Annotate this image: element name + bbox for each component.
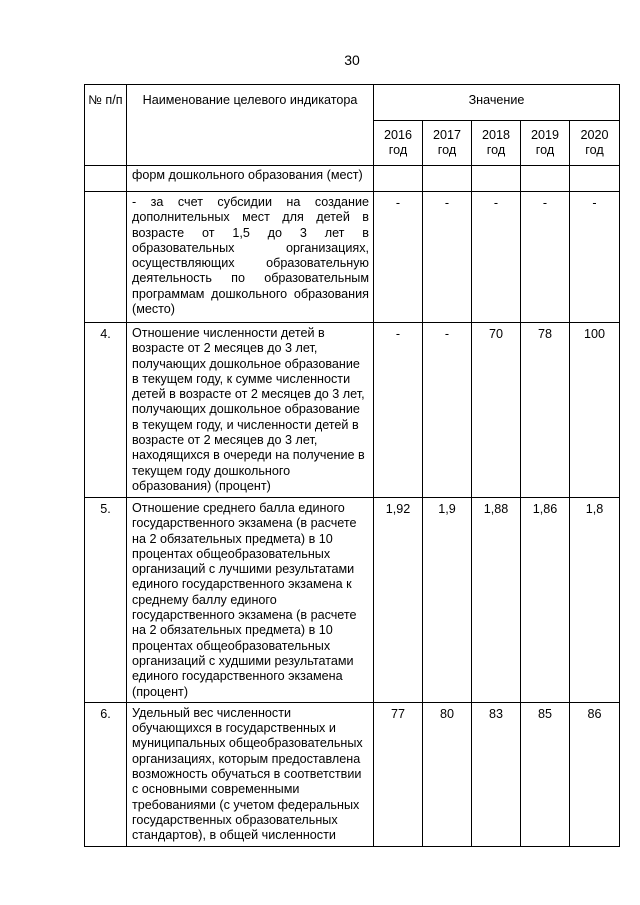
value-2019: - bbox=[521, 192, 570, 323]
indicator-name: - за счет субсидии на создание дополнительных мест для детей в возрасте от 1,5 до 3 лет в образовательных организациях, осуществляющих образовательную деятельность по образовательным программам дошкольного образования (место) bbox=[127, 192, 374, 323]
header-year-2019: 2019 год bbox=[521, 121, 570, 166]
row-number: 5. bbox=[85, 498, 127, 703]
header-row bbox=[85, 85, 620, 121]
header-year-2018: 2018 год bbox=[472, 121, 521, 166]
indicator-name: Удельный вес численности обучающихся в государственных и муниципальных общеобразовательных организациях, которым предоставлена возможность обучаться в соответствии с основными современными требованиями (с учетом федеральных государственных образовательных стандартов), в общей численности bbox=[127, 702, 374, 846]
row-number: 6. bbox=[85, 702, 127, 846]
indicator-name: форм дошкольного образования (мест) bbox=[127, 166, 374, 192]
value-2019: 85 bbox=[521, 702, 570, 846]
table-row bbox=[85, 192, 620, 323]
row-number: 4. bbox=[85, 323, 127, 498]
header-number: № п/п bbox=[85, 85, 127, 166]
header-year-2016: 2016 год bbox=[374, 121, 423, 166]
value-2019: 78 bbox=[521, 323, 570, 498]
value-2020: 86 bbox=[570, 702, 620, 846]
value-2017 bbox=[423, 166, 472, 192]
value-2017: 80 bbox=[423, 702, 472, 846]
table-row bbox=[85, 166, 620, 192]
header-value: Значение bbox=[374, 85, 620, 121]
value-2016: - bbox=[374, 323, 423, 498]
value-2018: 1,88 bbox=[472, 498, 521, 703]
value-2017: 1,9 bbox=[423, 498, 472, 703]
value-2018 bbox=[472, 166, 521, 192]
value-2018: 70 bbox=[472, 323, 521, 498]
value-2019: 1,86 bbox=[521, 498, 570, 703]
value-2018: 83 bbox=[472, 702, 521, 846]
value-2017: - bbox=[423, 323, 472, 498]
value-2019 bbox=[521, 166, 570, 192]
table-row bbox=[85, 498, 620, 703]
header-year-2017: 2017 год bbox=[423, 121, 472, 166]
indicator-name: Отношение среднего балла единого государственного экзамена (в расчете на 2 обязательных предмета) в 10 процентах общеобразовательных организаций с лучшими результатами единого государственного экзамена к среднему баллу единого государственного экзамена (в расчете на 2 обязательных предмета) в 10 процентах общеобразовательных организаций с худшими результатами единого государственного экзамена (процент) bbox=[127, 498, 374, 703]
page-number: 30 bbox=[344, 52, 360, 68]
indicators-table bbox=[84, 84, 620, 847]
value-2016: 77 bbox=[374, 702, 423, 846]
value-2016: - bbox=[374, 192, 423, 323]
value-2016 bbox=[374, 166, 423, 192]
indicator-name: Отношение численности детей в возрасте от 2 месяцев до 3 лет, получающих дошкольное образование в текущем году, к сумме численности детей в возрасте от 2 месяцев до 3 лет, получающих дошкольное образование в текущем году, и численности детей в возрасте от 2 месяцев до 3 лет, находящихся в очереди на получение в текущем году дошкольного образования) (процент) bbox=[127, 323, 374, 498]
table-row bbox=[85, 702, 620, 846]
row-number bbox=[85, 192, 127, 323]
value-2017: - bbox=[423, 192, 472, 323]
header-indicator-name: Наименование целевого индикатора bbox=[127, 85, 374, 166]
value-2020: 1,8 bbox=[570, 498, 620, 703]
value-2020: - bbox=[570, 192, 620, 323]
value-2020 bbox=[570, 166, 620, 192]
value-2016: 1,92 bbox=[374, 498, 423, 703]
value-2020: 100 bbox=[570, 323, 620, 498]
table-row bbox=[85, 323, 620, 498]
header-year-2020: 2020 год bbox=[570, 121, 620, 166]
value-2018: - bbox=[472, 192, 521, 323]
row-number bbox=[85, 166, 127, 192]
